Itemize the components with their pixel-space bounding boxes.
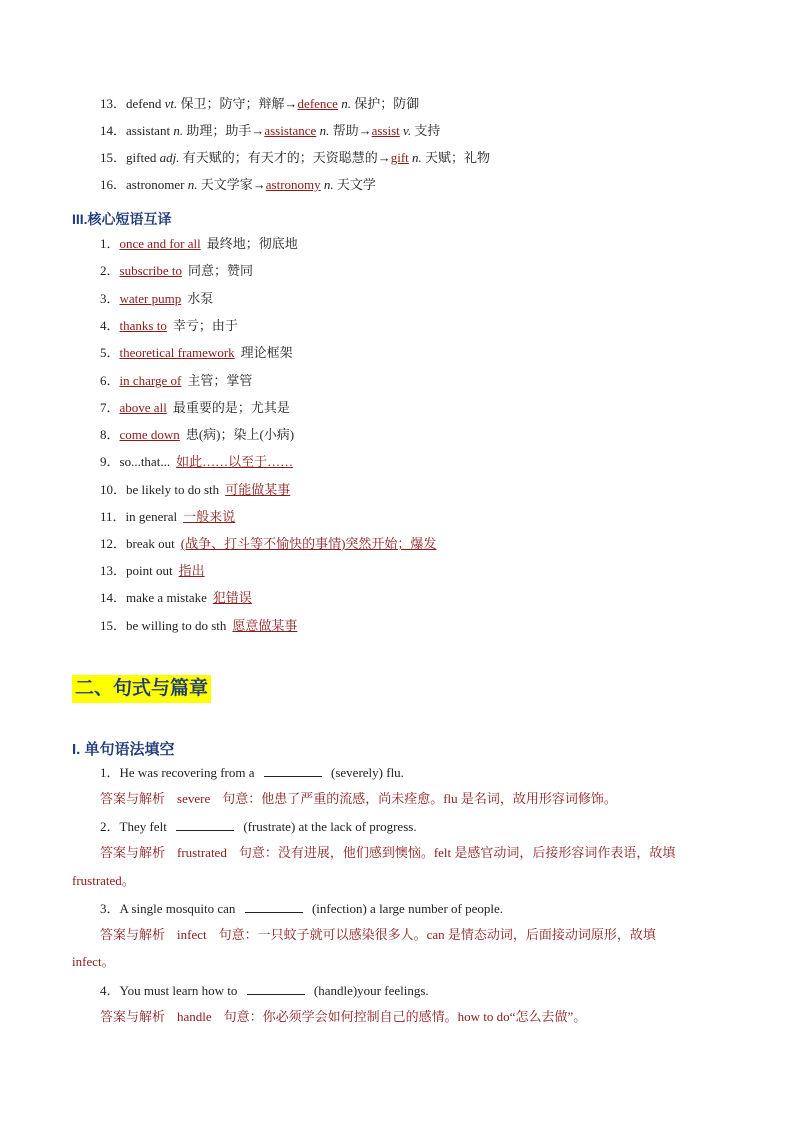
phrase-item (100, 509, 235, 525)
phrase-answer: 一般来说 (183, 509, 236, 524)
part-of-speech: n. (173, 123, 184, 138)
item-number: 14． (100, 590, 127, 605)
part-of-speech: vt. (164, 96, 178, 111)
phrase-item (100, 427, 294, 443)
phrase-text: be likely to do sth (126, 482, 220, 497)
phrase-answer: 愿意做某事 (232, 618, 298, 633)
vocab-meaning: 助理；助手→ (186, 123, 265, 138)
phrase-meaning: 理论框架 (240, 345, 293, 360)
question-text: You must learn how to (119, 983, 238, 998)
phrase-text: point out (126, 563, 173, 578)
item-number: 15． (100, 618, 127, 633)
derived-meaning: 天文学 (336, 177, 376, 192)
answer-label: 答案与解析 (100, 1009, 166, 1024)
part-of-speech: n. (187, 177, 198, 192)
item-number: 5． (100, 345, 120, 360)
answer-explanation: 句意：你必须学会如何控制自己的感情。how to do“怎么去做”。 (223, 1009, 587, 1024)
item-number: 4． (100, 318, 120, 333)
question-line (100, 818, 417, 835)
question-hint: (severely) flu. (331, 765, 404, 780)
item-number: 6． (100, 373, 120, 388)
answer-blank[interactable] (176, 818, 234, 831)
phrase-item (100, 291, 213, 307)
part-of-speech: n. (323, 177, 334, 192)
part-of-speech: n. (412, 150, 422, 165)
derived-word: assistance (264, 123, 317, 138)
part-of-speech: adj. (159, 150, 180, 165)
section-title: 二、句式与篇章 (72, 675, 211, 703)
phrase-item (100, 454, 293, 470)
answer-blank[interactable] (247, 982, 305, 995)
phrases-heading: III.核心短语互译 (72, 211, 172, 227)
part-of-speech: n. (341, 96, 351, 111)
item-number: 1． (100, 236, 120, 251)
answer-line (100, 845, 675, 861)
answer-word: infect (177, 927, 207, 942)
phrase-item (100, 563, 205, 579)
answer-line (100, 927, 656, 943)
item-number: 13． (100, 96, 127, 111)
phrase-meaning: 最重要的是；尤其是 (172, 400, 290, 415)
question-text: He was recovering from a (119, 765, 255, 780)
phrase-item (100, 590, 252, 606)
part-of-speech: n. (319, 123, 330, 138)
answer-line-continued (72, 873, 135, 889)
vocab-item (100, 150, 490, 166)
phrase-answer: once and for all (119, 236, 201, 251)
answer-blank[interactable] (245, 900, 303, 913)
item-number: 7． (100, 400, 120, 415)
phrase-item (100, 236, 298, 252)
phrase-item (100, 345, 293, 361)
answer-label: 答案与解析 (100, 791, 166, 806)
item-number: 1． (100, 765, 120, 780)
phrase-meaning: 水泵 (187, 291, 214, 306)
question-hint: (handle)your feelings. (313, 983, 429, 998)
derived-word: astronomy (265, 177, 321, 192)
phrase-text: so...that... (119, 454, 171, 469)
question-line (100, 982, 429, 999)
item-number: 3． (100, 901, 120, 916)
answer-blank[interactable] (264, 764, 322, 777)
derived-word: assist (371, 123, 400, 138)
question-line (100, 764, 404, 781)
phrase-answer: in charge of (119, 373, 182, 388)
answer-word: severe (177, 791, 211, 806)
vocab-word: assistant (126, 123, 171, 138)
item-number: 2． (100, 819, 120, 834)
phrase-meaning: 最终地；彻底地 (206, 236, 298, 251)
phrase-meaning: 患(病)；染上(小病) (185, 427, 295, 442)
answer-label: 答案与解析 (100, 927, 166, 942)
vocab-item (100, 123, 440, 139)
phrase-text: be willing to do sth (126, 618, 227, 633)
answer-word: handle (177, 1009, 212, 1024)
phrase-answer: 指出 (178, 563, 205, 578)
item-number: 8． (100, 427, 120, 442)
answer-explanation: infect。 (72, 954, 115, 969)
answer-explanation: 句意：他患了严重的流感，尚未痊愈。flu 是名词，故用形容词修饰。 (222, 791, 617, 806)
phrase-item (100, 618, 297, 634)
vocab-meaning: 有天赋的；有天才的；天资聪慧的→ (182, 150, 391, 165)
answer-line-continued (72, 954, 115, 970)
item-number: 16． (100, 177, 127, 192)
answer-line (100, 1009, 586, 1025)
phrase-answer: (战争、打斗等不愉快的事情)突然开始；爆发 (180, 536, 437, 551)
question-text: They felt (119, 819, 167, 834)
phrase-item (100, 400, 290, 416)
phrase-answer: thanks to (119, 318, 167, 333)
vocab-item (100, 96, 419, 112)
phrase-meaning: 幸亏；由于 (172, 318, 238, 333)
vocab-word: defend (126, 96, 162, 111)
derived-meaning: 帮助→ (332, 123, 372, 138)
question-hint: (frustrate) at the lack of progress. (243, 819, 417, 834)
derived-meaning: 天赋；礼物 (425, 150, 491, 165)
phrase-item (100, 482, 290, 498)
phrase-item (100, 318, 238, 334)
vocab-word: astronomer (126, 177, 185, 192)
vocab-meaning: 天文学家→ (200, 177, 266, 192)
derived-word: defence (297, 96, 338, 111)
phrase-answer: 可能做某事 (225, 482, 291, 497)
derived-word: gift (390, 150, 409, 165)
question-hint: (infection) a large number of people. (311, 901, 504, 916)
phrase-answer: come down (119, 427, 180, 442)
phrase-answer: subscribe to (119, 263, 182, 278)
phrase-answer: theoretical framework (119, 345, 235, 360)
question-line (100, 900, 503, 917)
vocab-item (100, 177, 376, 193)
answer-label: 答案与解析 (100, 845, 166, 860)
answer-explanation: frustrated。 (72, 873, 135, 888)
vocab-word: gifted (126, 150, 157, 165)
item-number: 9． (100, 454, 120, 469)
phrase-meaning: 主管；掌管 (187, 373, 253, 388)
item-number: 11． (100, 509, 126, 524)
phrase-text: break out (126, 536, 175, 551)
phrase-item (100, 263, 253, 279)
phrase-answer: above all (119, 400, 167, 415)
question-text: A single mosquito can (119, 901, 236, 916)
item-number: 10． (100, 482, 127, 497)
grammar-heading: I. 单句语法填空 (72, 741, 175, 758)
derived-meaning: 支持 (414, 123, 441, 138)
answer-explanation: 句意：一只蚊子就可以感染很多人。can 是情态动词，后面接动词原形，故填 (218, 927, 656, 942)
item-number: 14． (100, 123, 127, 138)
phrase-answer: 如此……以至于…… (176, 454, 294, 469)
answer-explanation: 句意：没有进展，他们感到懊恼。felt 是感官动词，后接形容词作表语，故填 (238, 845, 676, 860)
derived-meaning: 保护；防御 (354, 96, 420, 111)
phrase-meaning: 同意；赞同 (187, 263, 253, 278)
item-number: 4． (100, 983, 120, 998)
item-number: 13． (100, 563, 127, 578)
phrase-answer: water pump (119, 291, 182, 306)
item-number: 12． (100, 536, 127, 551)
answer-line (100, 791, 617, 807)
part-of-speech: v. (403, 123, 412, 138)
item-number: 2． (100, 263, 120, 278)
phrase-text: make a mistake (126, 590, 207, 605)
vocab-meaning: 保卫；防守；辩解→ (180, 96, 298, 111)
answer-word: frustrated (177, 845, 227, 860)
phrase-item (100, 536, 436, 552)
phrase-answer: 犯错误 (212, 590, 252, 605)
item-number: 3． (100, 291, 120, 306)
phrase-text: in general (125, 509, 178, 524)
item-number: 15． (100, 150, 127, 165)
phrase-item (100, 373, 252, 389)
